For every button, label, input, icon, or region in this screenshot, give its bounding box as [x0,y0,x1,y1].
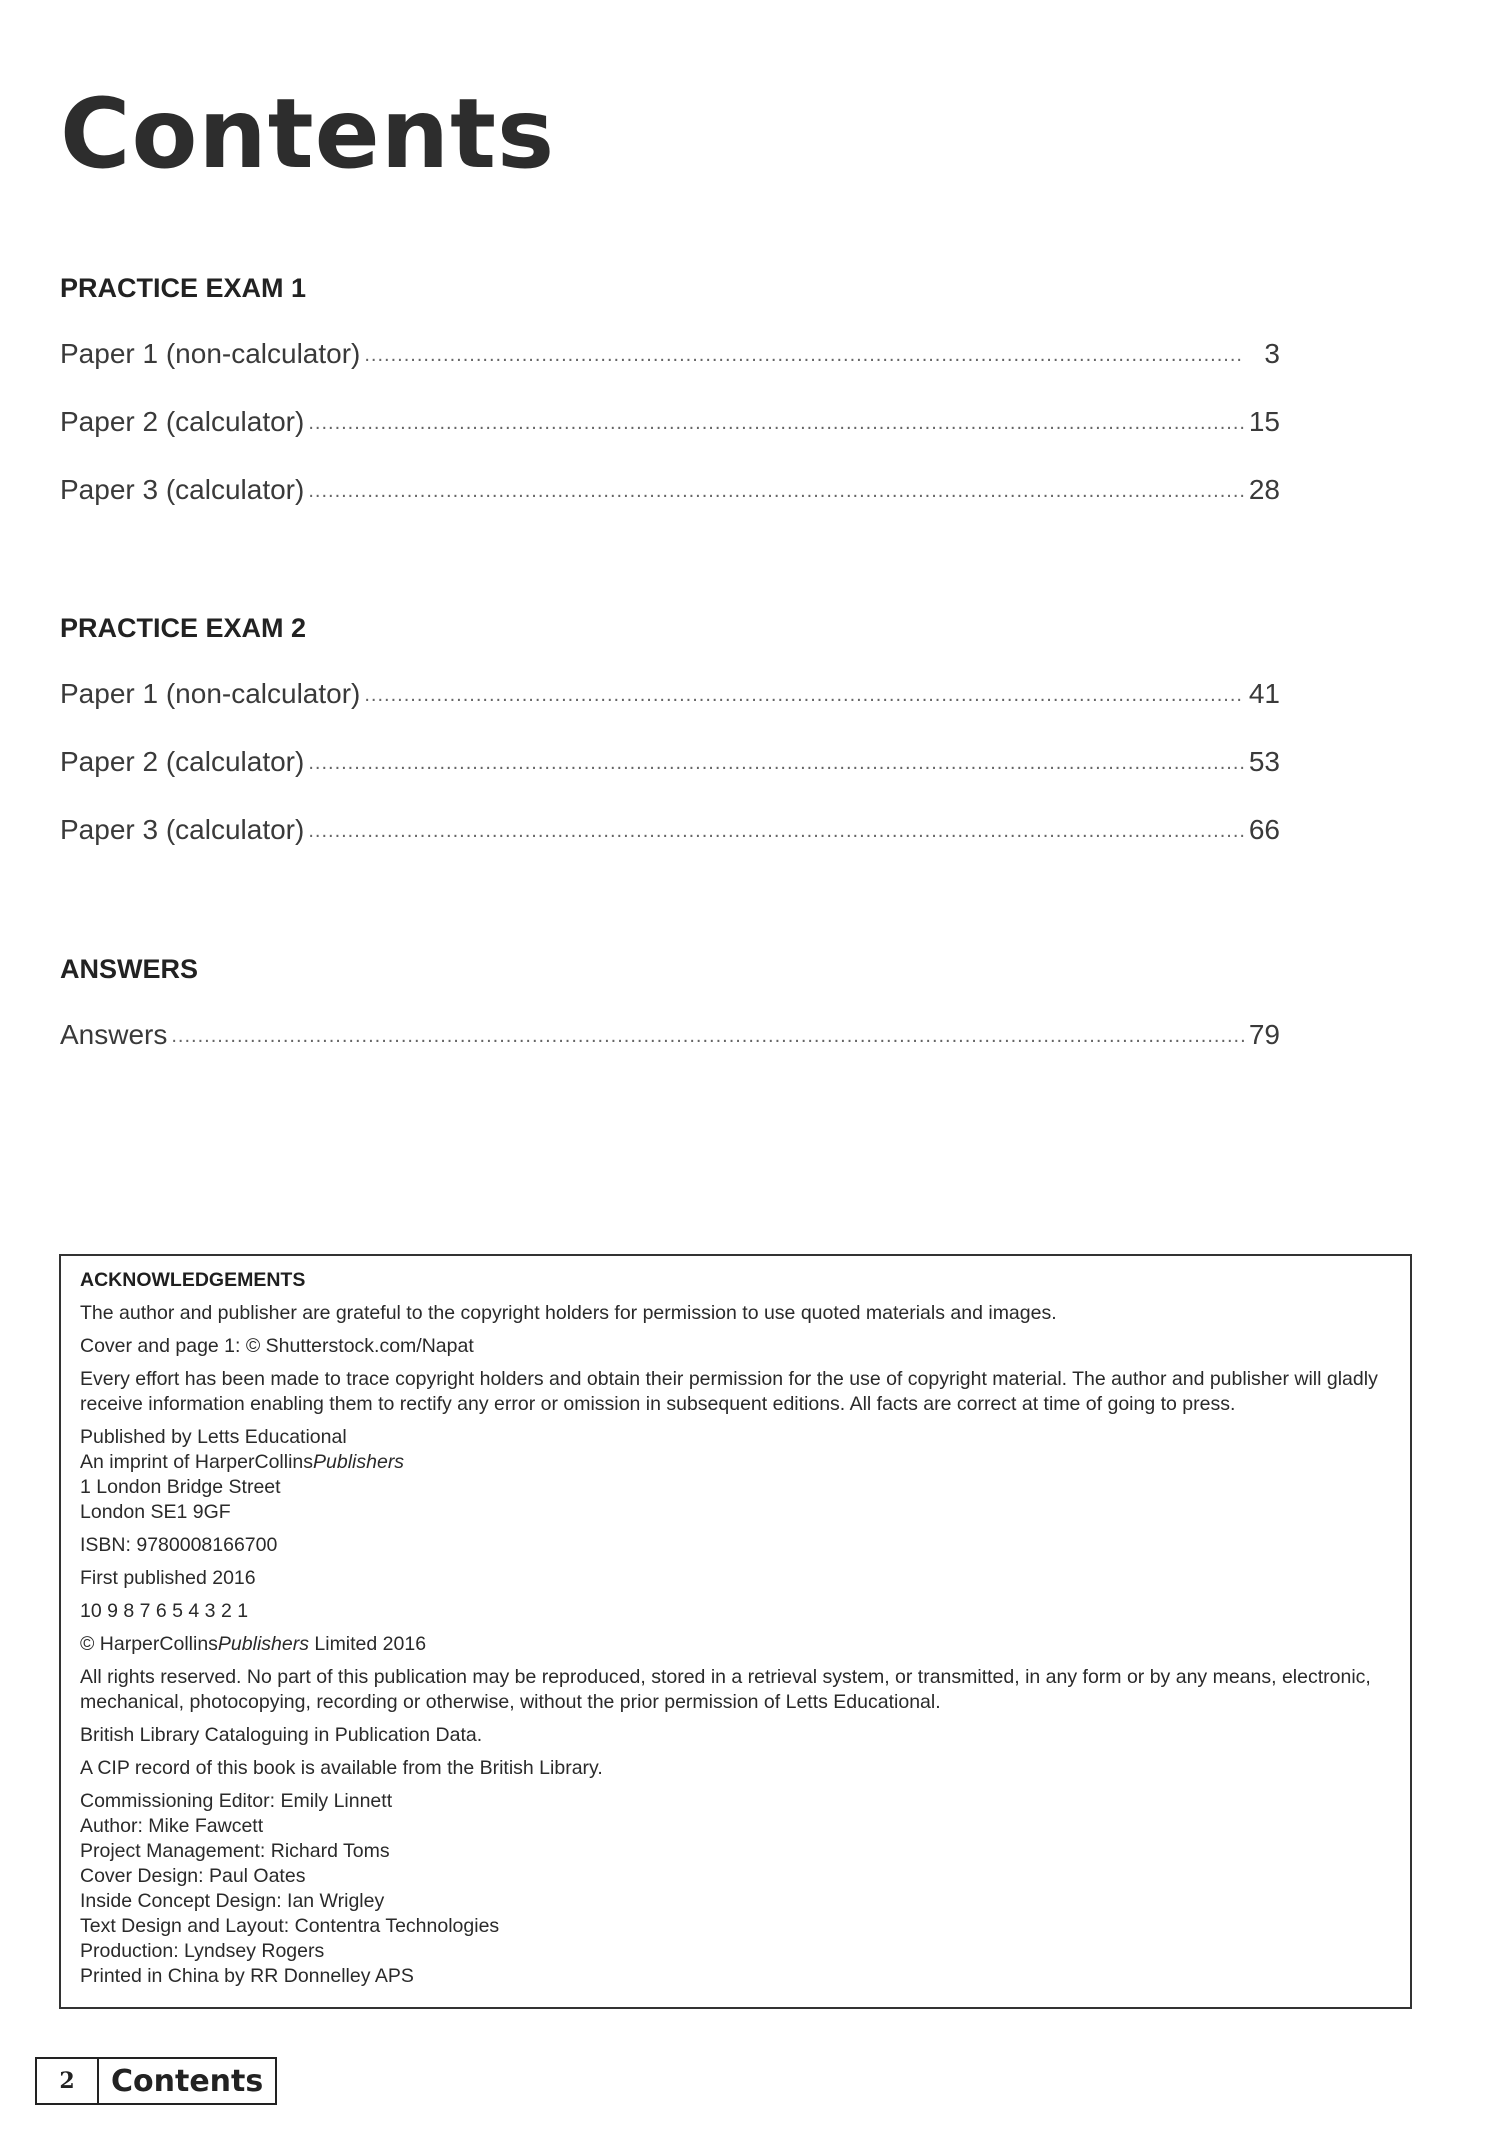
dot-leader [308,746,1244,780]
dot-leader [308,814,1244,848]
dot-leader [308,474,1244,508]
toc-section-practice-exam-2 [60,612,1280,847]
credits-list [80,1789,1390,1989]
toc-entry[interactable] [60,473,1280,507]
section-heading: PRACTICE EXAM 2 [60,613,307,643]
copyright-suffix: Limited 2016 [308,1633,427,1655]
toc-entry-label: Answers [60,1019,168,1050]
toc-entry[interactable] [60,677,1280,711]
acknowledgements-heading: ACKNOWLEDGEMENTS [80,1269,306,1291]
ack-cover-credit: Cover and page 1: © Shutterstock.com/Napat [80,1335,474,1357]
credit-line: Cover Design: Paul Oates [80,1865,306,1887]
dot-leader [308,406,1244,440]
toc-entry-label: Paper 1 (non-calculator) [60,678,361,709]
credit-line: Printed in China by RR Donnelley APS [80,1965,414,1987]
page-footer-tab [35,2057,277,2105]
section-heading: PRACTICE EXAM 1 [60,273,307,303]
first-published: First published 2016 [80,1567,256,1589]
toc-entry-page: 79 [1248,1019,1280,1050]
toc-entry-page: 41 [1248,678,1280,709]
cip-line: A CIP record of this book is available from the British Library. [80,1757,603,1779]
page-number: 2 [37,2059,99,2103]
address-line-2: London SE1 9GF [80,1501,231,1523]
toc-entry-page: 53 [1248,746,1280,777]
toc-entry-label: Paper 3 (calculator) [60,814,305,845]
toc-entry[interactable] [60,745,1280,779]
ack-grateful: The author and publisher are grateful to the copyright holders for permission to use quoted materials and images. [80,1302,1057,1324]
credit-line: Author: Mike Fawcett [80,1815,264,1837]
toc-entry[interactable] [60,337,1280,371]
isbn: ISBN: 9780008166700 [80,1534,278,1556]
cataloguing-line: British Library Cataloguing in Publication Data. [80,1724,483,1746]
dot-leader [364,678,1244,712]
publisher-name: Published by Letts Educational [80,1426,347,1448]
dot-leader [364,338,1244,372]
toc-entry-page: 15 [1248,406,1280,437]
copyright-italic: Publishers [217,1633,309,1655]
credit-line: Production: Lyndsey Rogers [80,1940,325,1962]
acknowledgements-box [59,1254,1412,2009]
toc-entry-page: 28 [1248,474,1280,505]
publisher-block [80,1425,1390,1525]
imprint-prefix: An imprint of HarperCollins [80,1451,314,1473]
copyright-line [80,1632,1390,1657]
toc-entry-label: Paper 2 (calculator) [60,406,305,437]
ack-effort: Every effort has been made to trace copyright holders and obtain their permission for the use of copyright material. The author and publisher will gladly receive information enabling them to rectify any error or omission in subsequent editions. All facts are correct at time of going to press. [80,1368,1378,1415]
section-heading: ANSWERS [60,954,199,984]
toc-entry[interactable] [60,1018,1280,1052]
toc-entry[interactable] [60,813,1280,847]
imprint-italic: Publishers [313,1451,405,1473]
toc-entry-label: Paper 3 (calculator) [60,474,305,505]
printing-line: 10 9 8 7 6 5 4 3 2 1 [80,1600,249,1622]
page-title: Contents [60,78,556,190]
credit-line: Text Design and Layout: Contentra Technologies [80,1915,500,1937]
toc-section-answers [60,953,1280,1052]
credit-line: Commissioning Editor: Emily Linnett [80,1790,393,1812]
credit-line: Project Management: Richard Toms [80,1840,390,1862]
toc-entry-page: 3 [1264,338,1280,369]
toc-section-practice-exam-1 [60,272,1280,507]
toc-entry[interactable] [60,405,1280,439]
footer-label: Contents [111,2063,264,2099]
dot-leader [171,1019,1244,1053]
toc-entry-page: 66 [1248,814,1280,845]
address-line-1: 1 London Bridge Street [80,1476,281,1498]
credit-line: Inside Concept Design: Ian Wrigley [80,1890,385,1912]
copyright-prefix: © HarperCollins [80,1633,218,1655]
imprint-line [80,1450,1390,1475]
toc-entry-label: Paper 2 (calculator) [60,746,305,777]
rights-statement: All rights reserved. No part of this publication may be reproduced, stored in a retrieval system, or transmitted, in any form or by any means, electronic, mechanical, photocopying, recording or otherwise, without the prior permission of Letts Educational. [80,1666,1371,1713]
toc-entry-label: Paper 1 (non-calculator) [60,338,361,369]
